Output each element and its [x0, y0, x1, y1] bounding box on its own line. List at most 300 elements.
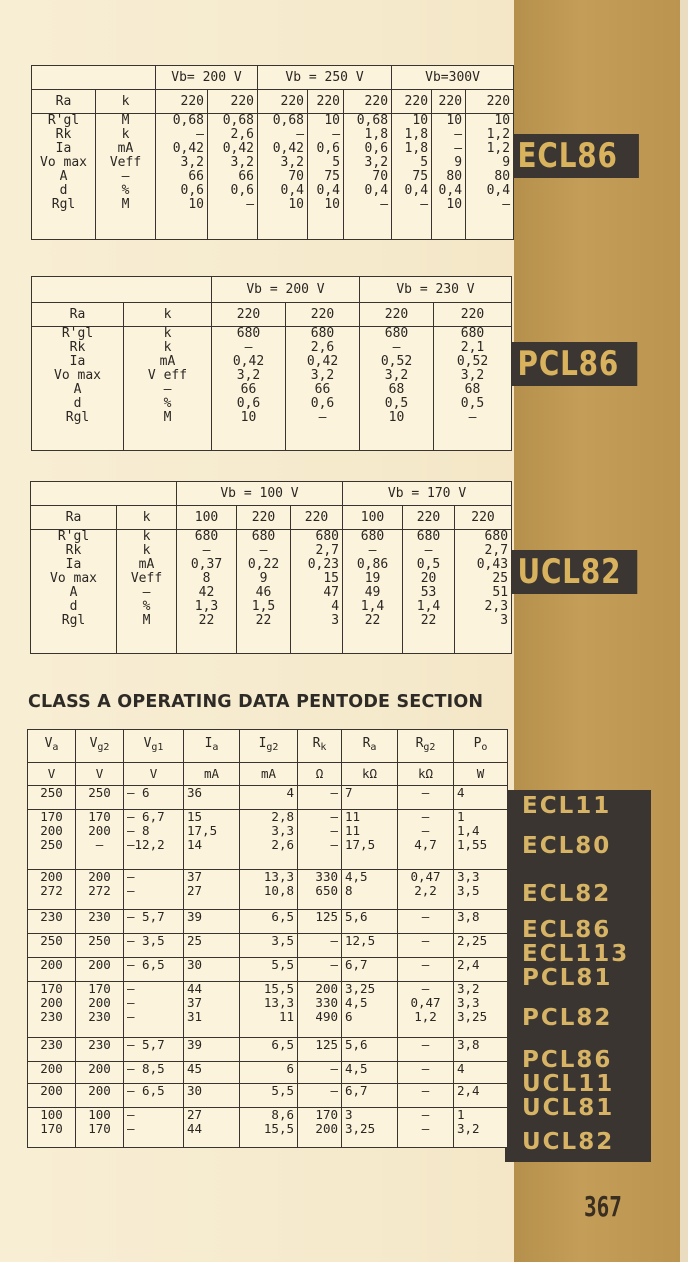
param-label: R'gl [57, 529, 90, 544]
cell-value: 1,4 [457, 823, 480, 838]
cell-value: 330 [315, 869, 338, 884]
data-value: 1,2 [486, 127, 511, 142]
data-value: 1,8 [364, 127, 389, 142]
data-value: 66 [188, 169, 204, 184]
ra-value: 220 [212, 303, 286, 327]
pentode-units-row [28, 763, 508, 786]
data-value: 680 [484, 529, 509, 544]
cell-value: 12,5 [345, 933, 376, 948]
data-value: 3,2 [384, 368, 409, 383]
cell-value: – [421, 1061, 430, 1076]
table-cell [184, 1062, 240, 1084]
cell-value: – [421, 823, 430, 838]
ra-value: 220 [156, 90, 208, 114]
pentode-header-row [28, 730, 508, 763]
table-cell [240, 1084, 298, 1108]
table-cell [398, 786, 454, 810]
cell-value: 6 [286, 1061, 294, 1076]
table-cell [342, 910, 398, 934]
data-value: 0,22 [247, 557, 280, 572]
table-cell [298, 934, 342, 958]
cell-value: 650 [315, 883, 338, 898]
table-cell [454, 786, 508, 810]
cell-value: 200 [88, 823, 111, 838]
cell-value: 200 [40, 957, 63, 972]
pentode-header-cell [342, 730, 398, 763]
pentode-table [27, 729, 508, 1148]
ra-value: 220 [258, 90, 308, 114]
data-value: 3,2 [236, 368, 261, 383]
cell-value: 37 [187, 995, 203, 1010]
data-value: – [202, 543, 211, 558]
table-cell [124, 910, 184, 934]
header-symbol: V [89, 736, 98, 751]
vb-header: Vb=300V [392, 66, 514, 90]
ra-value: 220 [466, 90, 514, 114]
param-label: Rgl [61, 613, 86, 628]
table-cell [398, 810, 454, 870]
tube-name: PCL81 [522, 965, 613, 991]
data-column [403, 530, 455, 654]
data-column [237, 530, 291, 654]
unit-label: mA [117, 141, 134, 156]
data-value: 5 [420, 155, 429, 170]
tube-label-ecl86: ECL86 [511, 134, 639, 178]
header-subscript: g2 [266, 742, 279, 753]
data-value: 1,8 [404, 141, 429, 156]
cell-value: – [330, 1083, 338, 1098]
cell-value: – 6,7 [127, 809, 165, 824]
cell-value: – 8 [127, 823, 150, 838]
cell-value: –12,2 [127, 837, 165, 852]
data-value: 8 [202, 571, 211, 586]
cell-value: 3 [345, 1107, 353, 1122]
data-column [466, 114, 514, 240]
tube-name: ECL86 [522, 917, 612, 943]
unit-label: % [163, 396, 172, 411]
unit-label: % [142, 599, 151, 614]
tube-name: UCL81 [522, 1095, 615, 1121]
cell-value: 200 [315, 1121, 338, 1136]
data-value: 0,4 [404, 183, 429, 198]
data-value: 22 [364, 613, 381, 628]
data-value: 53 [420, 585, 437, 600]
cell-value: 3,5 [457, 883, 480, 898]
table-cell [240, 934, 298, 958]
table-cell [454, 1038, 508, 1062]
header-subscript: o [481, 742, 488, 753]
data-value: – [468, 410, 477, 425]
table-cell [76, 1084, 124, 1108]
table-cell [454, 810, 508, 870]
data-value: 3,2 [230, 155, 255, 170]
cell-value: – 5,7 [127, 1037, 165, 1052]
cell-value: 1,2 [414, 1009, 437, 1024]
data-value: 75 [324, 169, 341, 184]
data-value: 47 [323, 585, 340, 600]
unit-label: k [163, 326, 172, 341]
table-cell [28, 910, 76, 934]
table-cell [76, 1038, 124, 1062]
table-cell [184, 1108, 240, 1148]
table-cell [342, 1062, 398, 1084]
data-value: 3,2 [180, 155, 204, 170]
table-cell [28, 1038, 76, 1062]
unit-label: – [163, 382, 172, 397]
data-value: – [420, 197, 429, 212]
table-cell [342, 982, 398, 1038]
data-value: 75 [412, 169, 429, 184]
vb-header: Vb = 170 V [343, 482, 512, 506]
data-value: 10 [494, 113, 511, 128]
pentode-header-cell [454, 730, 508, 763]
table-cell [342, 1084, 398, 1108]
data-value: 0,6 [316, 141, 341, 156]
table-cell [76, 810, 124, 870]
cell-value: 14 [187, 837, 203, 852]
data-value: 9 [502, 155, 511, 170]
param-label: R'gl [47, 113, 80, 128]
vb-header: Vb= 200 V [156, 66, 258, 90]
table-cell [28, 982, 76, 1038]
data-value: – [454, 127, 463, 142]
table-cell [76, 870, 124, 910]
param-label: d [59, 183, 68, 198]
table-cell [28, 1108, 76, 1148]
table-cell [124, 934, 184, 958]
cell-value: 36 [187, 785, 203, 800]
table-cell [76, 934, 124, 958]
param-label: R'gl [61, 326, 94, 341]
pentode-header-cell [184, 730, 240, 763]
data-value: 0,5 [416, 557, 441, 572]
data-value: 9 [259, 571, 268, 586]
cell-value: 3,8 [457, 909, 480, 924]
table-cell [76, 786, 124, 810]
cell-value: 3,25 [345, 1121, 376, 1136]
data-value: 0,4 [280, 183, 305, 198]
cell-value: 27 [187, 1107, 203, 1122]
table-cell [184, 810, 240, 870]
table-cell [398, 934, 454, 958]
table-cell [240, 958, 298, 982]
unit-cell: mA [240, 763, 298, 786]
cell-value: 3,3 [271, 823, 294, 838]
unit-label: mA [159, 354, 176, 369]
cell-value: – 5,7 [127, 909, 165, 924]
data-value: 70 [288, 169, 305, 184]
table-cell [76, 1108, 124, 1148]
pentode-header-cell [124, 730, 184, 763]
tube-name: PCL82 [522, 1005, 613, 1031]
cell-value: 6,5 [271, 1037, 294, 1052]
data-value: 10 [446, 197, 463, 212]
data-value: 42 [198, 585, 215, 600]
param-label: d [69, 599, 78, 614]
cell-value: – [127, 995, 135, 1010]
table-row [28, 958, 508, 982]
data-value: 15 [323, 571, 340, 586]
data-value: 0,23 [307, 557, 340, 572]
cell-value: 250 [88, 933, 111, 948]
cell-value: – [127, 1107, 135, 1122]
cell-value: 15,5 [263, 1121, 294, 1136]
cell-value: 5,5 [271, 957, 294, 972]
header-subscript: g2 [423, 742, 436, 753]
data-column [156, 114, 208, 240]
data-value: 0,68 [356, 113, 389, 128]
data-value: 25 [492, 571, 509, 586]
data-value: 70 [372, 169, 389, 184]
data-value: – [502, 197, 511, 212]
cell-value: 125 [315, 909, 338, 924]
unit-cell: V [28, 763, 76, 786]
table-cell [240, 870, 298, 910]
header-symbol: V [44, 736, 53, 751]
ra-value: 220 [434, 303, 512, 327]
tube-name: PCL86 [522, 1047, 613, 1073]
cell-value: 2,4 [457, 957, 480, 972]
cell-value: 230 [40, 1009, 63, 1024]
unit-label: k [163, 340, 172, 355]
table-row [28, 870, 508, 910]
data-column [432, 114, 466, 240]
data-value: 2,3 [484, 599, 509, 614]
table-cell [298, 958, 342, 982]
cell-value: 4,5 [345, 869, 368, 884]
table-cell [28, 786, 76, 810]
header-symbol: R [362, 736, 371, 751]
table-row [28, 1084, 508, 1108]
cell-value: – 6,5 [127, 1083, 165, 1098]
cell-value: 230 [40, 1037, 63, 1052]
table-cell [76, 958, 124, 982]
cell-value: 3,3 [457, 869, 480, 884]
table-cell [454, 982, 508, 1038]
unit-label: M [121, 113, 130, 128]
ucl82-table [30, 481, 512, 654]
cell-value: – [127, 869, 135, 884]
data-value: 1,5 [251, 599, 276, 614]
table-cell [240, 910, 298, 934]
tube-label-ucl82: UCL82 [511, 550, 637, 594]
data-value: 46 [255, 585, 272, 600]
data-value: 1,4 [416, 599, 441, 614]
cell-value: 2,4 [457, 1083, 480, 1098]
unit-label: % [121, 183, 130, 198]
cell-value: – [127, 1121, 135, 1136]
table-cell [454, 1084, 508, 1108]
data-value: 3,2 [460, 368, 485, 383]
unit-cell: V [76, 763, 124, 786]
header-symbol: P [473, 736, 482, 751]
cell-value: 37 [187, 869, 203, 884]
unit-column [117, 530, 177, 654]
param-label: Vo max [40, 155, 87, 170]
cell-value: 330 [315, 995, 338, 1010]
pentode-header-cell [76, 730, 124, 763]
cell-value: 15 [187, 809, 203, 824]
cell-value: 17,5 [187, 823, 218, 838]
cell-value: 8,6 [271, 1107, 294, 1122]
data-value: 0,6 [310, 396, 335, 411]
table-cell [184, 1084, 240, 1108]
data-value: – [296, 127, 305, 142]
table-cell [398, 910, 454, 934]
cell-value: – [330, 837, 338, 852]
ra-value: 220 [308, 90, 344, 114]
cell-value: – [421, 933, 430, 948]
data-value: 20 [420, 571, 437, 586]
tube-name: ECL80 [522, 833, 612, 859]
cell-value: – [421, 1107, 430, 1122]
cell-value: 230 [40, 909, 63, 924]
cell-value: 7 [345, 785, 353, 800]
data-value: 680 [251, 529, 276, 544]
cell-value: 11 [345, 823, 361, 838]
cell-value: – [421, 1083, 430, 1098]
cell-value: – [421, 809, 430, 824]
cell-value: 17,5 [345, 837, 376, 852]
cell-value: 170 [88, 809, 111, 824]
cell-value: 31 [187, 1009, 203, 1024]
table-cell [124, 810, 184, 870]
param-label: A [59, 169, 68, 184]
cell-value: 3,5 [271, 933, 294, 948]
table-cell [398, 1038, 454, 1062]
vb-header: Vb = 200 V [212, 277, 360, 303]
data-value: – [196, 127, 204, 142]
tube-name: UCL82 [522, 1129, 615, 1155]
data-column [434, 327, 512, 451]
cell-value: – [330, 785, 338, 800]
unit-cell: W [454, 763, 508, 786]
data-value: – [424, 543, 433, 558]
cell-value: 15,5 [263, 981, 294, 996]
cell-value: 30 [187, 1083, 203, 1098]
data-value: 0,4 [438, 183, 463, 198]
header-blank [31, 482, 177, 506]
data-column [177, 530, 237, 654]
ra-value: 220 [286, 303, 360, 327]
ra-value: 220 [291, 506, 343, 530]
header-symbol: I [204, 736, 213, 751]
table-cell [298, 1084, 342, 1108]
table-cell [124, 1038, 184, 1062]
table-cell [184, 870, 240, 910]
table-row [28, 810, 508, 870]
cell-value: 10,8 [263, 883, 294, 898]
cell-value: 200 [40, 1061, 63, 1076]
data-value: 0,37 [190, 557, 223, 572]
cell-value: 0,47 [410, 995, 441, 1010]
data-value: 4 [331, 599, 340, 614]
cell-value: 230 [88, 1009, 111, 1024]
table-cell [184, 786, 240, 810]
table-cell [28, 1084, 76, 1108]
data-value: 680 [194, 529, 219, 544]
data-value: 66 [314, 382, 331, 397]
param-column [32, 327, 124, 451]
data-value: 22 [198, 613, 215, 628]
vb-header: Vb = 230 V [360, 277, 512, 303]
cell-value: – [421, 1037, 430, 1052]
unit-label: – [142, 585, 151, 600]
cell-value: 200 [88, 1061, 111, 1076]
param-label: d [73, 396, 82, 411]
data-value: 2,6 [230, 127, 255, 142]
data-value: 5 [332, 155, 341, 170]
data-value: 22 [255, 613, 272, 628]
cell-value: – [330, 1061, 338, 1076]
cell-value: – [127, 981, 135, 996]
table-cell [342, 786, 398, 810]
cell-value: 170 [88, 981, 111, 996]
cell-value: – [330, 823, 338, 838]
cell-value: 3,25 [457, 1009, 488, 1024]
table-cell [398, 1108, 454, 1148]
cell-value: – [421, 1121, 430, 1136]
data-value: 0,42 [172, 141, 204, 156]
table-row [28, 910, 508, 934]
cell-value: – 6,5 [127, 957, 165, 972]
cell-value: 25 [187, 933, 203, 948]
cell-value: 4 [457, 785, 465, 800]
table-cell [342, 934, 398, 958]
cell-value: 44 [187, 1121, 203, 1136]
param-label: Rk [65, 543, 82, 558]
cell-value: 6 [345, 1009, 353, 1024]
data-value: 0,6 [236, 396, 261, 411]
data-value: 0,42 [232, 354, 265, 369]
data-value: 1,4 [360, 599, 385, 614]
data-value: 3,2 [280, 155, 305, 170]
table-cell [298, 1062, 342, 1084]
cell-value: 6,7 [345, 957, 368, 972]
pentode-header-cell [298, 730, 342, 763]
data-value: 0,4 [364, 183, 389, 198]
data-column [308, 114, 344, 240]
data-value: 68 [388, 382, 405, 397]
ecl86-table [31, 65, 514, 240]
page-edge [680, 0, 688, 1262]
cell-value: 100 [40, 1107, 63, 1122]
cell-value: 13,3 [263, 869, 294, 884]
data-column [212, 327, 286, 451]
data-value: – [244, 340, 253, 355]
cell-value: 170 [40, 981, 63, 996]
data-value: 2,7 [484, 543, 509, 558]
cell-value: 272 [40, 883, 63, 898]
data-value: 3,2 [364, 155, 389, 170]
data-value: 0,42 [272, 141, 305, 156]
table-cell [298, 982, 342, 1038]
cell-value: 272 [88, 883, 111, 898]
ra-value: 100 [177, 506, 237, 530]
cell-value: 3,3 [457, 995, 480, 1010]
param-label: Ia [55, 141, 72, 156]
cell-value: 250 [88, 785, 111, 800]
cell-value: 45 [187, 1061, 203, 1076]
table-cell [342, 810, 398, 870]
data-value: 0,68 [222, 113, 255, 128]
cell-value: – [95, 837, 104, 852]
table-cell [454, 934, 508, 958]
pcl86-table [31, 276, 512, 451]
cell-value: 250 [40, 837, 63, 852]
cell-value: 200 [88, 957, 111, 972]
data-value: – [368, 543, 377, 558]
